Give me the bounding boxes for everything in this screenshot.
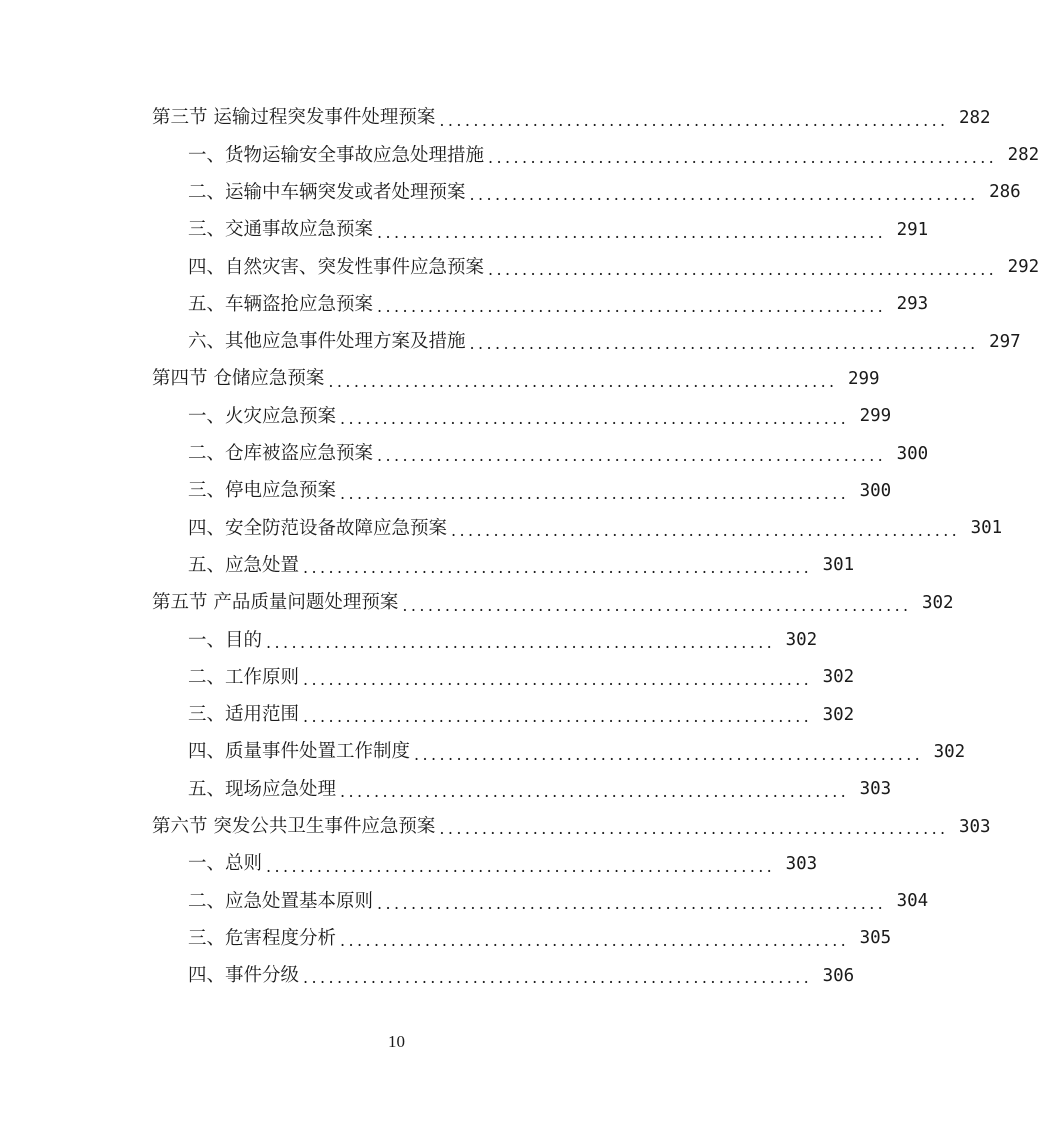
toc-item-entry[interactable] [0, 622, 818, 659]
dot-leader: ............................................................ [439, 819, 949, 839]
dot-leader: ............................................................ [340, 931, 850, 951]
toc-entry-page-number: 297 [989, 331, 1021, 352]
toc-entry-title: 第四节 仓储应急预案 [152, 368, 325, 390]
dot-leader: ............................................................ [340, 781, 850, 801]
toc-entry-page-number: 302 [921, 592, 954, 613]
dot-leader: ............................................................ [340, 483, 850, 503]
toc-entry-page-number: 304 [896, 891, 929, 912]
toc-entry-page-number: 303 [958, 816, 991, 837]
dot-leader: ............................................................ [439, 110, 949, 130]
toc-item-entry[interactable] [0, 846, 818, 883]
toc-item-entry[interactable] [0, 286, 929, 323]
dot-leader: ............................................................ [340, 409, 850, 429]
dot-leader: ............................................................ [377, 222, 887, 242]
dot-leader: ............................................................ [328, 371, 838, 391]
dot-leader: ............................................................ [303, 968, 813, 988]
toc-entry-title: 五、现场应急处理 [188, 778, 337, 800]
dot-leader: ............................................................ [266, 856, 776, 876]
dot-leader: ............................................................ [266, 632, 776, 652]
toc-entry-page-number: 282 [1007, 145, 1039, 166]
toc-entry-title: 第六节 突发公共卫生事件应急预案 [152, 816, 436, 838]
toc-entry-page-number: 286 [989, 182, 1021, 203]
toc-section-entry[interactable] [0, 100, 991, 137]
toc-entry-page-number: 293 [896, 294, 929, 315]
toc-section-entry[interactable] [0, 585, 954, 622]
toc-entry-page-number: 302 [785, 630, 818, 651]
toc-entry-title: 六、其他应急事件处理方案及措施 [188, 331, 466, 353]
toc-entry-page-number: 282 [958, 107, 991, 128]
dot-leader: ............................................................ [303, 670, 813, 690]
toc-entry-page-number: 301 [970, 518, 1003, 539]
toc-section-entry[interactable] [0, 361, 880, 398]
toc-entry-title: 三、适用范围 [188, 704, 300, 726]
toc-entry-title: 一、目的 [188, 629, 263, 651]
dot-leader: ............................................................ [377, 446, 887, 466]
toc-entry-title: 一、火灾应急预案 [188, 405, 337, 427]
toc-item-entry[interactable] [0, 548, 855, 585]
toc-entry-title: 四、自然灾害、突发性事件应急预案 [188, 256, 485, 278]
dot-leader: ............................................................ [377, 893, 887, 913]
dot-leader: ............................................................ [414, 744, 924, 764]
toc-item-entry[interactable] [0, 734, 966, 771]
toc-entry-title: 第三节 运输过程突发事件处理预案 [152, 107, 436, 129]
toc-entry-page-number: 303 [859, 779, 892, 800]
toc-entry-title: 四、事件分级 [188, 965, 300, 987]
dot-leader: ............................................................ [488, 259, 998, 279]
toc-item-entry[interactable] [0, 249, 1039, 286]
toc-entry-page-number: 302 [822, 704, 855, 725]
toc-entry-title: 二、仓库被盗应急预案 [188, 443, 374, 465]
toc-item-entry[interactable] [0, 473, 892, 510]
toc-item-entry[interactable] [0, 510, 1003, 547]
toc-entry-title: 三、停电应急预案 [188, 480, 337, 502]
toc-entry-title: 五、应急处置 [188, 554, 300, 576]
toc-item-entry[interactable] [0, 137, 1039, 174]
toc-entry-title: 五、车辆盗抢应急预案 [188, 293, 374, 315]
toc-item-entry[interactable] [0, 324, 1021, 361]
toc-item-entry[interactable] [0, 212, 929, 249]
toc-item-entry[interactable] [0, 697, 855, 734]
toc-entry-page-number: 300 [859, 480, 892, 501]
toc-entry-page-number: 300 [896, 443, 929, 464]
toc-item-entry[interactable] [0, 771, 892, 808]
dot-leader: ............................................................ [303, 707, 813, 727]
toc-entry-title: 四、质量事件处置工作制度 [188, 741, 411, 763]
toc-entry-title: 四、安全防范设备故障应急预案 [188, 517, 448, 539]
toc-entry-title: 第五节 产品质量问题处理预案 [152, 592, 399, 614]
table-of-contents [0, 100, 1039, 995]
toc-item-entry[interactable] [0, 398, 892, 435]
dot-leader: ............................................................ [469, 334, 979, 354]
page-number: 10 [388, 1032, 405, 1051]
toc-item-entry[interactable] [0, 436, 929, 473]
dot-leader: ............................................................ [469, 185, 979, 205]
dot-leader: ............................................................ [303, 558, 813, 578]
toc-entry-title: 三、危害程度分析 [188, 927, 337, 949]
toc-entry-title: 二、应急处置基本原则 [188, 890, 374, 912]
toc-entry-page-number: 291 [896, 219, 929, 240]
toc-entry-page-number: 305 [859, 928, 892, 949]
toc-entry-page-number: 303 [785, 853, 818, 874]
toc-item-entry[interactable] [0, 958, 855, 995]
toc-entry-title: 一、货物运输安全事故应急处理措施 [188, 144, 485, 166]
toc-entry-title: 二、运输中车辆突发或者处理预案 [188, 181, 466, 203]
toc-item-entry[interactable] [0, 659, 855, 696]
dot-leader: ............................................................ [402, 595, 912, 615]
toc-entry-title: 二、工作原则 [188, 666, 300, 688]
toc-entry-page-number: 299 [847, 368, 880, 389]
toc-entry-page-number: 302 [822, 667, 855, 688]
toc-item-entry[interactable] [0, 883, 929, 920]
toc-entry-page-number: 302 [933, 741, 966, 762]
dot-leader: ............................................................ [451, 520, 961, 540]
toc-section-entry[interactable] [0, 809, 991, 846]
dot-leader: ............................................................ [488, 147, 998, 167]
toc-entry-title: 一、总则 [188, 853, 263, 875]
toc-entry-page-number: 306 [822, 965, 855, 986]
toc-item-entry[interactable] [0, 175, 1021, 212]
toc-entry-title: 三、交通事故应急预案 [188, 219, 374, 241]
toc-item-entry[interactable] [0, 921, 892, 958]
dot-leader: ............................................................ [377, 297, 887, 317]
toc-entry-page-number: 301 [822, 555, 855, 576]
toc-entry-page-number: 292 [1007, 257, 1039, 278]
toc-entry-page-number: 299 [859, 406, 892, 427]
